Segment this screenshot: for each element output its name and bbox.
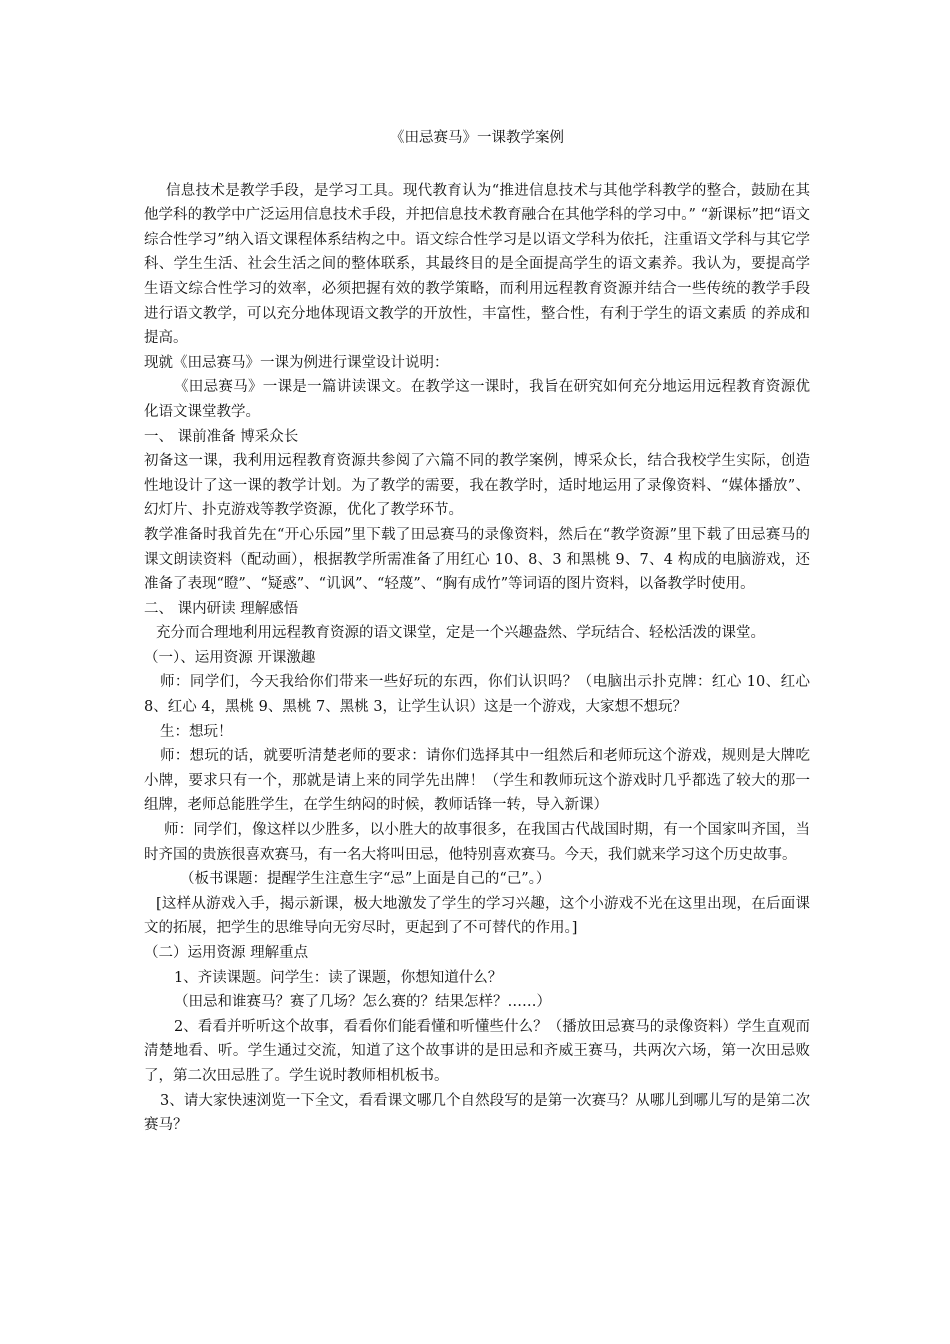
- paragraph-preparation: 初备这一课，我利用远程教育资源共参阅了六篇不同的教学案例，博采众长，结合我校学生实际，创造性地设计了这一课的教学计划。为了教学的需要，我在教学时，适时地运用了录像资料、“媒体播放”、幻灯片、扑克游戏等教学资源，优化了教学环节。: [144, 453, 810, 519]
- section-heading-1: 一、 课前准备 博采众长: [144, 428, 299, 445]
- dialogue-teacher-2: 师：想玩的话，就要听清楚老师的要求：请你们选择其中一组然后和老师玩这个游戏，规则是大牌吃小牌，要求只有一个，那就是请上来的同学先出牌！（学生和教师玩这个游戏时几乎都选了较大的那一组牌，老师总能胜学生，在学生纳闷的时候，教师话锋一转，导入新课）: [144, 748, 810, 814]
- subsection-heading-2: （二）运用资源 理解重点: [144, 945, 309, 961]
- step-2: 2、看看并听听这个故事，看看你们能看懂和听懂些什么？（播放田忌赛马的录像资料）学生直观而清楚地看、听。学生通过交流，知道了这个故事讲的是田忌和齐威王赛马，共两次六场，第一次田忌败了，第二次田忌胜了。学生说时教师相机板书。: [144, 1018, 810, 1084]
- step-1: 1、齐读课题。问学生：读了课题，你想知道什么？: [174, 969, 503, 986]
- dialogue-teacher-3: 师：同学们，像这样以少胜多，以小胜大的故事很多，在我国古代战国时期，有一个国家叫齐国，当时齐国的贵族很喜欢赛马，有一名大将叫田忌，他特别喜欢赛马。今天，我们就来学习这个历史故事。: [144, 822, 810, 863]
- blackboard-note: （板书课题：提醒学生注意生字“忌”上面是自己的“己”。）: [180, 871, 551, 888]
- dialogue-student-1: 生：想玩！: [160, 723, 233, 740]
- section-heading-2: 二、 课内研读 理解感悟: [144, 600, 299, 617]
- document-body: [144, 126, 810, 1138]
- paragraph-intro: 信息技术是教学手段，是学习工具。现代教育认为“推进信息技术与其他学科教学的整合，鼓励在其他学科的教学中广泛运用信息技术手段，并把信息技术教育融合在其他学科的学习中。” “新课标”把“语文综合性学习”纳入语文课程体系结构之中。语文综合性学习是以语文学科为依托，注重语文学科与其它学科、学生生活、社会生活之间的整体联系，其最终目的是全面提高学生的语文素养。我认为，要提高学生语文综合性学习的效率，必须把握有效的教学策略，而利用远程教育资源并结合一些传统的教学手段进行语文教学，可以充分地体现语文教学的开放性，丰富性，整合性，有利于学生的语文素质 的养成和提高。: [144, 182, 810, 347]
- step-1-answers: （田忌和谁赛马？赛了几场？怎么赛的？结果怎样？……）: [174, 994, 551, 1011]
- commentary-note: [这样从游戏入手，揭示新课，极大地激发了学生的学习兴趣，这个小游戏不光在这里出现，在后面课文的拓展，把学生的思维导向无穷尽时，更起到了不可替代的作用。]: [144, 895, 810, 937]
- dialogue-teacher-1: 师：同学们，今天我给你们带来一些好玩的东西，你们认识吗？（电脑出示扑克牌：红心 10、红心 8、红心 4，黑桃 9、黑桃 7、黑桃 3，让学生认识）这是一个游戏，大家想不想玩？: [144, 674, 810, 716]
- paragraph-lead: 现就《田忌赛马》一课为例进行课堂设计说明：: [144, 354, 449, 371]
- paragraph-resources: 教学准备时我首先在“开心乐园”里下载了田忌赛马的录像资料，然后在“教学资源”里下载了田忌赛马的课文朗读资料（配动画），根据教学所需准备了用红心 10、8、3 和黑桃 9、7、4 构成的电脑游戏，还准备了表现“瞪”、“疑惑”、“讥讽”、“轻蔑”、“胸有成竹”等词语的图片资料，以备教学时使用。: [144, 526, 810, 593]
- step-3: 3、请大家快速浏览一下全文，看看课文哪几个自然段写的是第一次赛马？从哪儿到哪儿写的是第二次赛马？: [144, 1092, 810, 1134]
- document-title: 《田忌赛马》一课教学案例: [390, 130, 564, 146]
- paragraph-lesson-intro: 《田忌赛马》一课是一篇讲读课文。在教学这一课时，我旨在研究如何充分地运用远程教育资源优化语文课堂教学。: [144, 379, 810, 420]
- subsection-heading-1: （一）、运用资源 开课激趣: [144, 649, 316, 666]
- paragraph-classroom: 充分而合理地利用远程教育资源的语文课堂，定是一个兴趣盎然、学玩结合、轻松活泼的课堂。: [156, 625, 765, 642]
